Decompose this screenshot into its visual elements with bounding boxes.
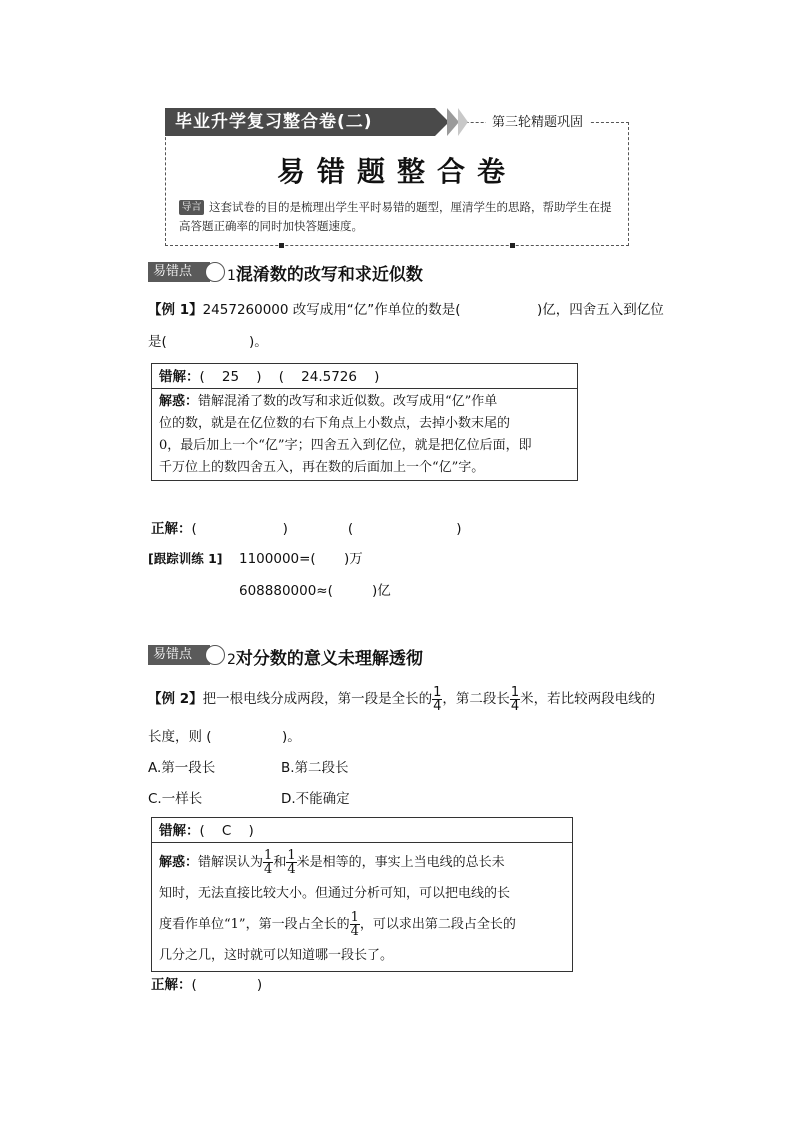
confusion-text: 错解误认为 — [198, 855, 264, 870]
section-title-text: 对分数的意义未理解透彻 — [235, 649, 423, 669]
fraction-one-quarter: $\frac{1}{4}$ — [264, 848, 273, 877]
confusion-label: 解惑： — [159, 394, 199, 409]
section-title-text: 混淆数的改写和求近似数 — [235, 265, 423, 285]
confusion-text: 米是相等的，事实上当电线的总长未 — [296, 855, 505, 870]
confusion-line: 几分之几，这时就可以知道哪一段长了。 — [159, 948, 394, 963]
error-box-divider — [151, 842, 573, 843]
wrong-answer: ( C ) — [199, 823, 254, 839]
example-label: 【例 1】 — [148, 302, 203, 318]
example-1-tail: )亿，四舍五入到亿位 — [537, 302, 664, 318]
intro-text: 这套试卷的目的是梳理出学生平时易错的题型，厘清学生的思路，帮助学生在提高答题正确率的同时加快答题速度。 — [179, 200, 612, 233]
option-b: B.第二段长 — [281, 760, 349, 776]
example-label: 【例 2】 — [148, 691, 203, 707]
page-title: 易错题整合卷 — [276, 155, 517, 188]
practice-item-2-end: )亿 — [372, 583, 391, 599]
example-2-line2-end: )。 — [282, 729, 301, 745]
confusion-label: 解惑： — [159, 855, 199, 870]
example-text: 把一根电线分成两段，第一段是全长的 — [202, 691, 433, 707]
section-circle-icon — [205, 262, 225, 282]
example-text: 2457260000 改写成用“亿”作单位的数是( — [202, 302, 461, 318]
example-text: 米，若比较两段电线的 — [520, 691, 656, 707]
fraction-one-quarter: $\frac{1}{4}$ — [433, 684, 442, 714]
example-1-line2-end: )。 — [249, 334, 268, 350]
confusion-line: 千万位上的数四舍五入，再在数的后面加上一个“亿”字。 — [159, 460, 485, 475]
round-tag-text: 第三轮精题巩固 — [492, 115, 584, 130]
section-tag: 易错点 — [148, 262, 210, 282]
option-c: C.一样长 — [148, 791, 203, 807]
section-title — [227, 264, 423, 287]
example-2 — [148, 679, 655, 719]
error-box-divider — [151, 388, 578, 389]
correct-label: 正解： — [151, 521, 192, 537]
option-a: A.第一段长 — [148, 760, 216, 776]
corner-square-icon — [510, 243, 515, 248]
correct-blank: ( ) — [191, 977, 263, 993]
example-1-line2: 是( — [148, 334, 167, 350]
practice-item-2: 608880000≈( — [239, 583, 333, 599]
correct-label: 正解： — [151, 977, 192, 993]
section-number: 1 — [227, 268, 236, 284]
banner-chevron-icon — [458, 108, 468, 136]
confusion-text: ，可以求出第二段占全长的 — [359, 917, 516, 932]
fraction-one-quarter: $\frac{1}{4}$ — [510, 684, 520, 714]
volume-banner: 毕业升学复习整合卷(二) — [165, 108, 435, 136]
practice-label: [跟踪训练 1] — [148, 551, 223, 566]
example-2-line2: 长度，则 ( — [148, 729, 212, 745]
wrong-answer-row — [159, 367, 379, 387]
section-circle-icon — [205, 645, 225, 665]
confusion-line: 错解混淆了数的改写和求近似数。改写成用“亿”作单 — [198, 394, 498, 409]
wrong-label: 错解： — [159, 369, 200, 385]
practice-item-1-end: )万 — [344, 551, 363, 567]
confusion-text: 和 — [273, 855, 287, 870]
example-text: ，第二段长 — [442, 691, 510, 707]
confusion-block — [159, 391, 574, 479]
section-number: 2 — [227, 652, 236, 668]
correct-blanks: ( ) ( ) — [191, 521, 462, 537]
section-tag: 易错点 — [148, 645, 210, 665]
confusion-line: 0，最后加上一个“亿”字；四舍五入到亿位，就是把亿位后面，即 — [159, 438, 532, 453]
confusion-text: 度看作单位“1”，第一段占全长的 — [159, 917, 350, 932]
wrong-answers: ( 25 ) ( 24.5726 ) — [199, 369, 380, 385]
intro-badge: 导言 — [179, 200, 204, 215]
correct-answer-row — [151, 975, 262, 995]
confusion-line: 位的数，就是在亿位数的右下角点上小数点，去掉小数末尾的 — [159, 416, 511, 431]
fraction-one-quarter: $\frac{1}{4}$ — [350, 910, 359, 939]
wrong-answer-row — [159, 821, 254, 841]
confusion-block — [159, 845, 569, 969]
fraction-one-quarter: $\frac{1}{4}$ — [287, 848, 296, 877]
option-d: D.不能确定 — [281, 791, 350, 807]
corner-square-icon — [279, 243, 284, 248]
section-title — [227, 648, 423, 671]
round-tag — [486, 113, 589, 133]
practice-item-1: 1100000=( — [239, 551, 316, 567]
correct-answer-row — [151, 519, 461, 539]
wrong-label: 错解： — [159, 823, 200, 839]
confusion-line: 知时，无法直接比较大小。但通过分析可知，可以把电线的长 — [159, 886, 511, 901]
example-1 — [148, 300, 461, 320]
